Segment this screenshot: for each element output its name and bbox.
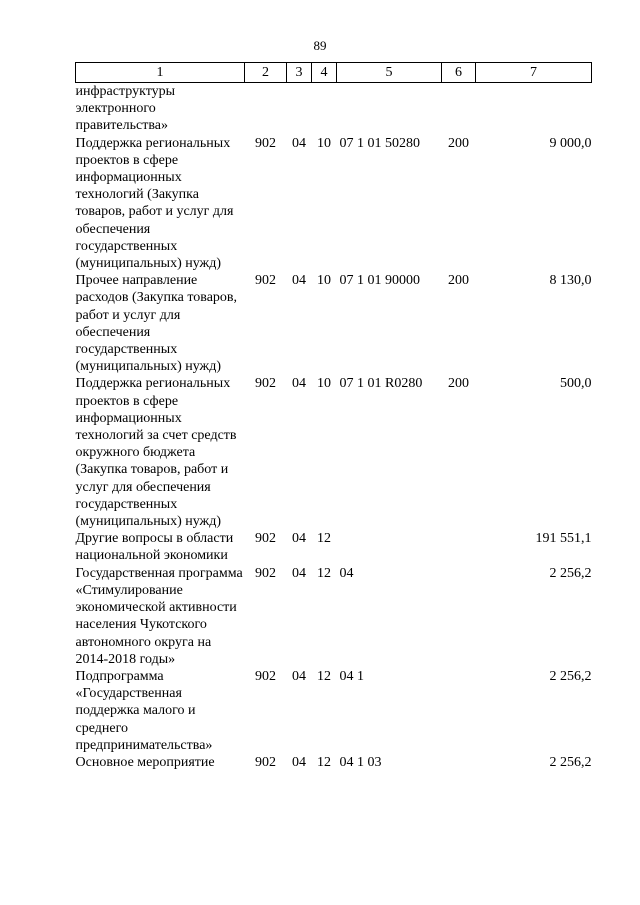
- row-vr: [442, 754, 476, 771]
- row-csr: [337, 530, 442, 564]
- row-pr: 10: [317, 376, 331, 392]
- row-vr: 200: [448, 273, 469, 289]
- row-pr: 10: [317, 135, 331, 151]
- header-cell-1: 1: [76, 63, 245, 83]
- row-sum: 9 000,0: [549, 135, 592, 151]
- row-pr: 12: [317, 531, 331, 547]
- row-sum: 2 256,2: [549, 565, 592, 581]
- row-csr: [337, 83, 442, 135]
- header-cell-3: 3: [287, 63, 312, 83]
- table-row: [76, 83, 592, 135]
- row-name: Другие вопросы в области национальной экономики: [75, 531, 234, 564]
- row-sum: 500,0: [560, 376, 592, 392]
- row-rz: [287, 83, 312, 135]
- row-pr: 10: [317, 273, 331, 289]
- row-csr: 07 1 01 90000: [339, 273, 420, 289]
- table-row: [76, 530, 592, 564]
- row-gr: 902: [255, 135, 276, 151]
- row-gr: 902: [255, 754, 276, 770]
- row-csr: 04 1: [339, 668, 364, 684]
- row-pr: 12: [317, 565, 331, 581]
- header-cell-7: 7: [476, 63, 592, 83]
- row-gr: [245, 83, 287, 135]
- row-name: инфраструктуры электронного правительства»: [75, 84, 176, 134]
- row-csr: 07 1 01 R0280: [339, 376, 423, 392]
- row-csr: 04: [339, 565, 354, 581]
- row-gr: 902: [255, 273, 276, 289]
- row-pr: [312, 83, 337, 135]
- table-row: [76, 375, 592, 530]
- table-row: [76, 565, 592, 668]
- page-number: 89: [313, 38, 327, 53]
- row-rz: 04: [292, 668, 306, 684]
- row-vr: [442, 565, 476, 668]
- row-sum: 2 256,2: [549, 668, 592, 684]
- row-csr: 04 1 03: [339, 754, 382, 770]
- table-row: [76, 754, 592, 771]
- row-name: Поддержка региональных проектов в сфере информационных технологий (Закупка товаров, работ и услуг для обеспечения государственных (муниципальных) нужд): [75, 135, 234, 272]
- row-vr: [442, 530, 476, 564]
- row-vr: 200: [448, 376, 469, 392]
- row-gr: 902: [255, 376, 276, 392]
- row-rz: 04: [292, 754, 306, 770]
- row-sum: [476, 83, 592, 135]
- header-row: [76, 63, 592, 83]
- row-name: Государственная программа «Стимулирование экономической активности населения Чукотского автономного округа на 2014-2018 годы»: [75, 565, 243, 667]
- table-row: [76, 135, 592, 273]
- table-row: [76, 272, 592, 375]
- table-row: [76, 668, 592, 754]
- row-rz: 04: [292, 273, 306, 289]
- row-gr: 902: [255, 531, 276, 547]
- row-vr: [442, 668, 476, 754]
- row-gr: 902: [255, 565, 276, 581]
- row-pr: 12: [317, 754, 331, 770]
- header-cell-2: 2: [245, 63, 287, 83]
- row-sum: 191 551,1: [535, 531, 592, 547]
- row-name: Прочее направление расходов (Закупка товаров, работ и услуг для обеспечения государственных (муниципальных) нужд): [75, 273, 238, 375]
- budget-table: [75, 62, 592, 771]
- row-rz: 04: [292, 531, 306, 547]
- row-pr: 12: [317, 668, 331, 684]
- row-sum: 2 256,2: [549, 754, 592, 770]
- header-cell-5: 5: [337, 63, 442, 83]
- row-name: Подпрограмма «Государственная поддержка малого и среднего предпринимательства»: [75, 668, 213, 753]
- row-vr: [442, 83, 476, 135]
- row-sum: 8 130,0: [549, 273, 592, 289]
- row-name: Поддержка региональных проектов в сфере информационных технологий за счет средств окружного бюджета (Закупка товаров, работ и услуг для обеспечения государственных (муниципальных) нужд): [75, 376, 237, 530]
- row-rz: 04: [292, 565, 306, 581]
- row-rz: 04: [292, 376, 306, 392]
- header-cell-6: 6: [442, 63, 476, 83]
- row-gr: 902: [255, 668, 276, 684]
- row-csr: 07 1 01 50280: [339, 135, 420, 151]
- header-cell-4: 4: [312, 63, 337, 83]
- row-vr: 200: [448, 135, 469, 151]
- row-name: Основное мероприятие: [75, 754, 215, 770]
- row-rz: 04: [292, 135, 306, 151]
